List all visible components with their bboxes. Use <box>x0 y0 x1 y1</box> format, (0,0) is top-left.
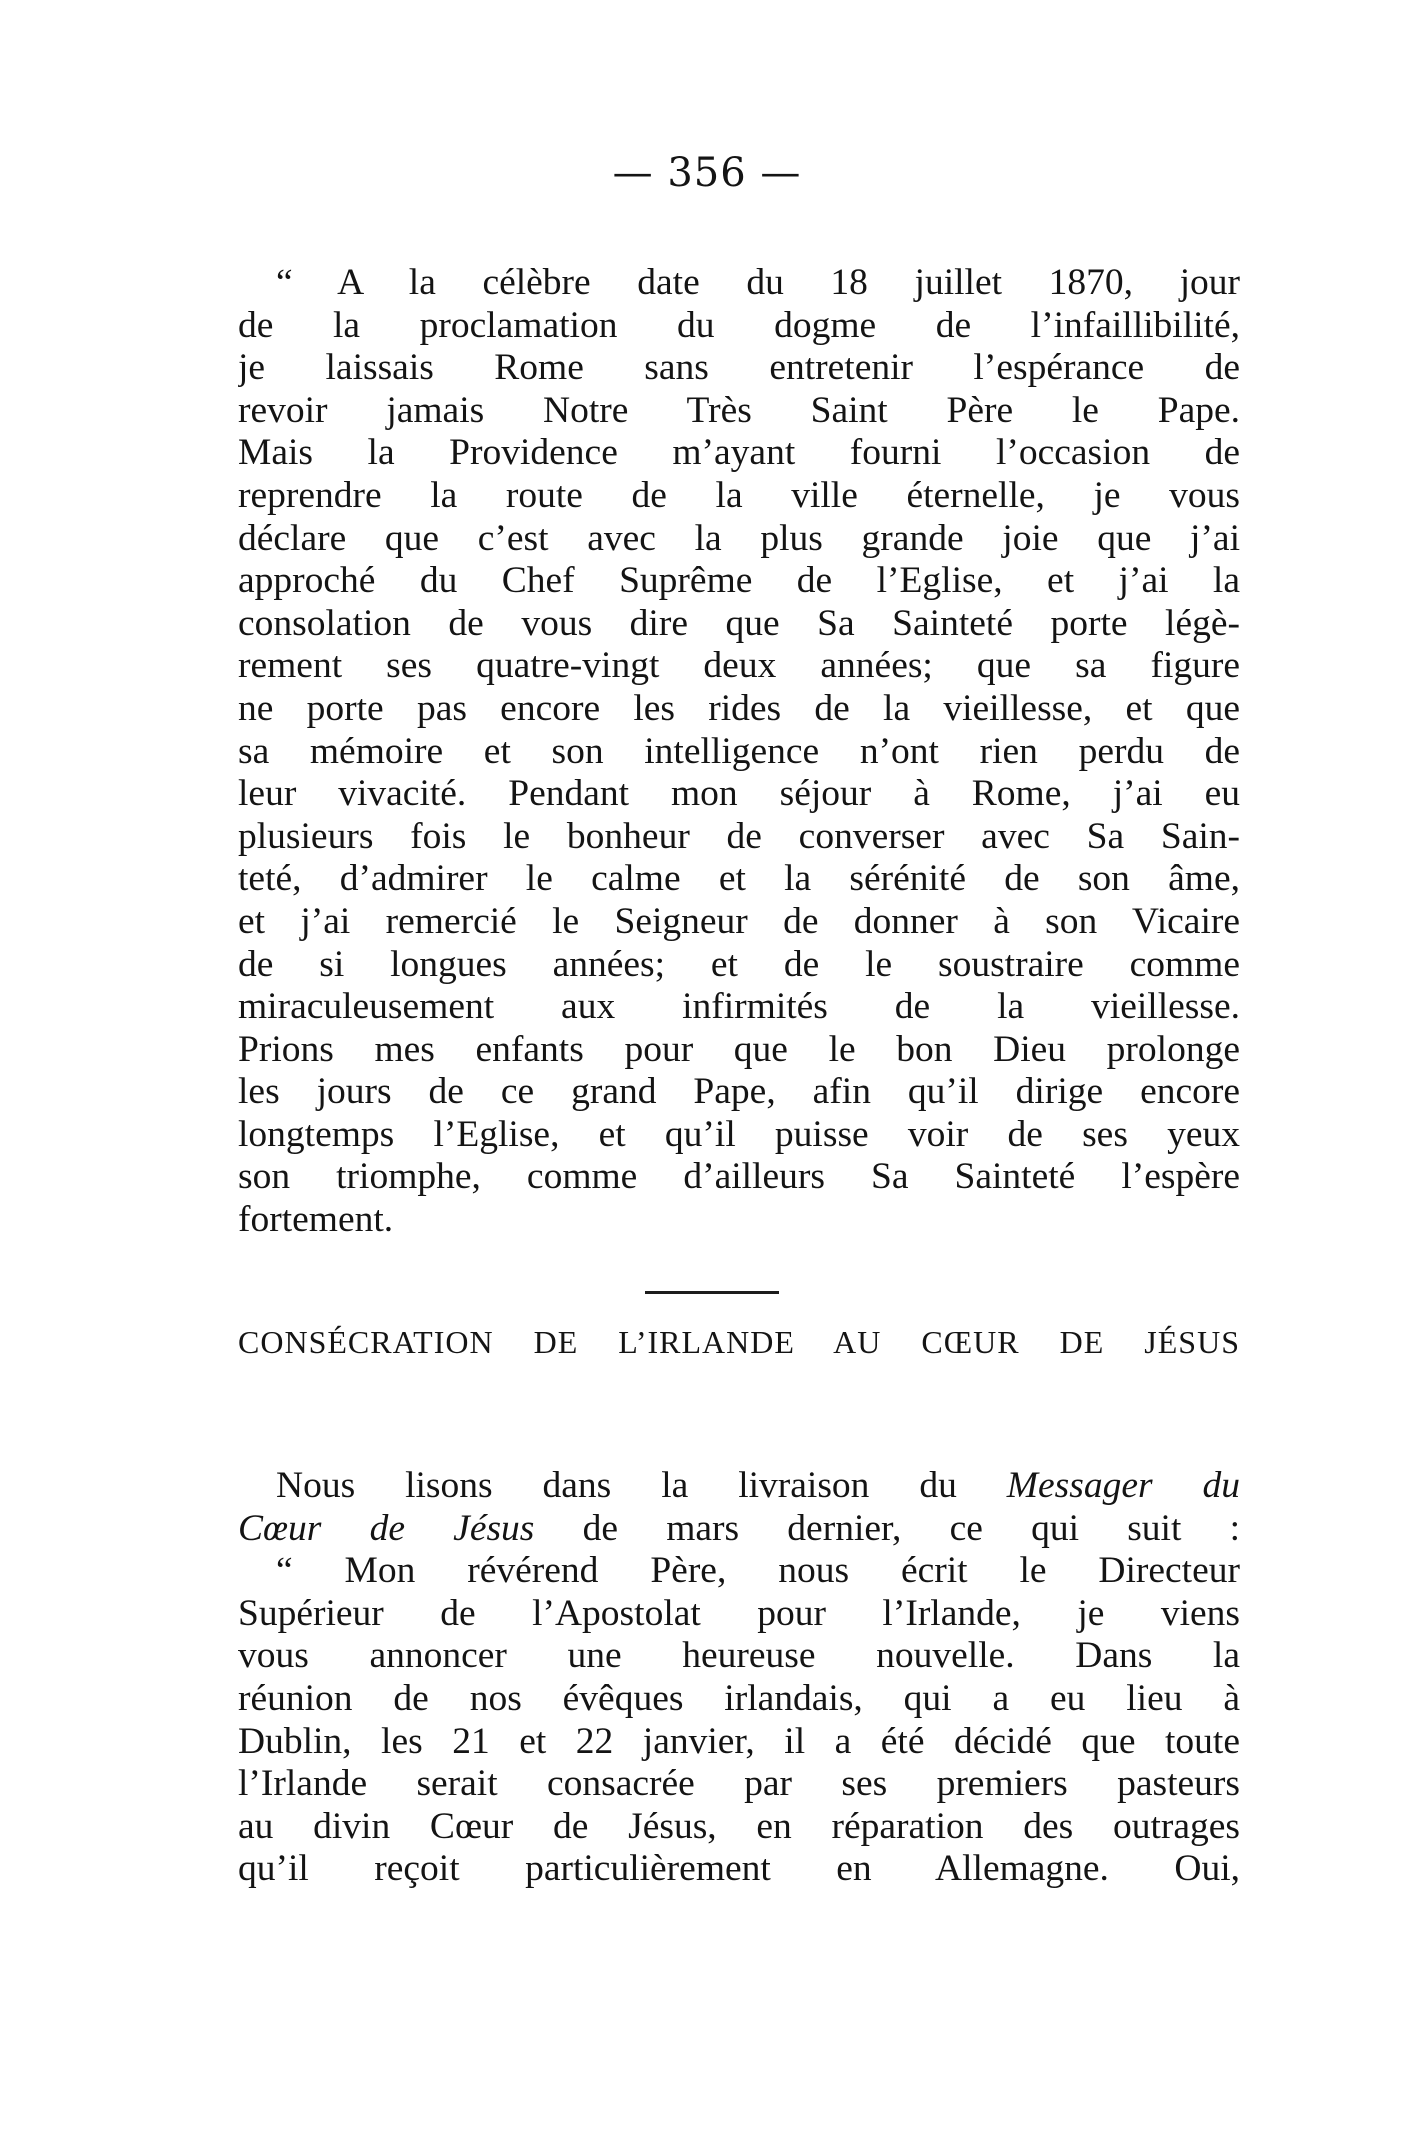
intro-line <box>238 1508 1240 1551</box>
text-line: vous annoncer une heureuse nouvelle. Dans la <box>238 1635 1240 1677</box>
article-quote-text <box>238 262 1240 1242</box>
page-number: — 356 — <box>612 150 802 196</box>
text-line: les jours de ce grand Pape, afin qu’il dirige encore <box>238 1071 1240 1113</box>
text-line: approché du Chef Suprême de l’Eglise, et j’ai la <box>238 560 1240 602</box>
text-line: déclare que c’est avec la plus grande joie que j’ai <box>238 517 1240 559</box>
section-divider <box>645 1291 779 1294</box>
text-line: Dublin, les 21 et 22 janvier, il a été décidé que toute <box>238 1720 1240 1762</box>
text-line: Prions mes enfants pour que le bon Dieu prolonge <box>238 1028 1240 1070</box>
text-line: son triomphe, comme d’ailleurs Sa Sainteté l’espère <box>238 1156 1240 1198</box>
text-line: de la proclamation du dogme de l’infaillibilité, <box>238 304 1240 346</box>
article-body-text <box>238 1465 1240 1891</box>
text-line: “ Mon révérend Père, nous écrit le Directeur <box>276 1550 1240 1592</box>
text-line: sa mémoire et son intelligence n’ont rien perdu de <box>238 730 1240 772</box>
text-line: Mais la Providence m’ayant fourni l’occasion de <box>238 432 1240 474</box>
text-line: ne porte pas encore les rides de la vieillesse, et que <box>238 687 1240 729</box>
text-line: plusieurs fois le bonheur de converser avec Sa Sain- <box>238 815 1240 857</box>
text-line: “ A la célèbre date du 18 juillet 1870, jour <box>276 262 1240 303</box>
text-line: et j’ai remercié le Seigneur de donner à son Vicaire <box>238 900 1240 942</box>
text-line: leur vivacité. Pendant mon séjour à Rome, j’ai eu <box>238 773 1240 815</box>
intro-rest: de mars dernier, ce qui suit : <box>534 1507 1240 1549</box>
text-line: longtemps l’Eglise, et qu’il puisse voir de ses yeux <box>238 1113 1240 1155</box>
text-line: l’Irlande serait consacrée par ses premiers pasteurs <box>238 1763 1240 1805</box>
text-line: consolation de vous dire que Sa Sainteté porte légè- <box>238 602 1240 644</box>
section-title: CONSÉCRATION DE L’IRLANDE AU CŒUR DE JÉSUS <box>238 1324 1240 1360</box>
text-line: au divin Cœur de Jésus, en réparation des outrages <box>238 1805 1240 1847</box>
text-line: fortement. <box>238 1199 394 1241</box>
publication-title-cont: Cœur de Jésus <box>238 1507 535 1549</box>
text-line: teté, d’admirer le calme et la sérénité de son âme, <box>238 858 1240 900</box>
text-line: de si longues années; et de le soustraire comme <box>238 943 1240 985</box>
text-line: Supérieur de l’Apostolat pour l’Irlande, je viens <box>238 1592 1240 1634</box>
intro-prefix: Nous lisons dans la livraison du <box>276 1465 1007 1506</box>
text-line: revoir jamais Notre Très Saint Père le Pape. <box>238 389 1240 431</box>
text-line: rement ses quatre-vingt deux années; que sa figure <box>238 645 1240 687</box>
publication-title: Messager du <box>1006 1465 1240 1506</box>
text-line: reprendre la route de la ville éternelle, je vous <box>238 474 1240 516</box>
text-line: réunion de nos évêques irlandais, qui a eu lieu à <box>238 1677 1240 1719</box>
text-line: qu’il reçoit particulièrement en Allemagne. Oui, <box>238 1848 1240 1890</box>
intro-line <box>238 1465 1240 1508</box>
text-line: miraculeusement aux infirmités de la vieillesse. <box>238 986 1240 1028</box>
text-line: je laissais Rome sans entretenir l’espérance de <box>238 347 1240 389</box>
